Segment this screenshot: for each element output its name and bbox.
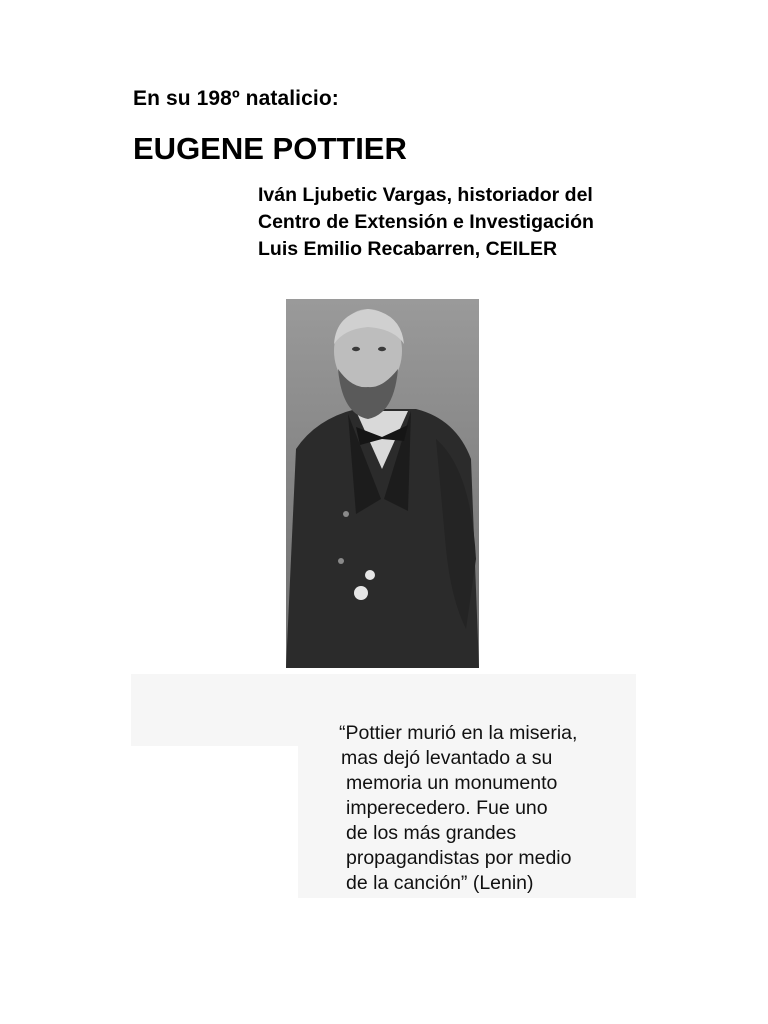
byline-line: Luis Emilio Recabarren, CEILER (258, 238, 558, 260)
quote-line: mas dejó levantado a su (341, 747, 553, 769)
quote-line: propagandistas por medio (346, 847, 572, 869)
author-byline (258, 182, 658, 263)
quote-line: imperecedero. Fue uno (346, 797, 548, 819)
quote-line: de la canción” (Lenin) (346, 872, 534, 894)
quote-line: memoria un monumento (346, 772, 558, 794)
article-kicker: En su 198º natalicio: (133, 87, 339, 110)
lenin-quote (339, 721, 639, 896)
byline-line: Centro de Extensión e Investigación (258, 211, 594, 233)
portrait-photo (286, 299, 479, 668)
portrait-figure (286, 299, 479, 668)
byline-line: Iván Ljubetic Vargas, historiador del (258, 184, 593, 206)
quote-line: de los más grandes (346, 822, 517, 844)
article-title: EUGENE POTTIER (133, 131, 407, 166)
quote-line: “Pottier murió en la miseria, (339, 722, 578, 744)
